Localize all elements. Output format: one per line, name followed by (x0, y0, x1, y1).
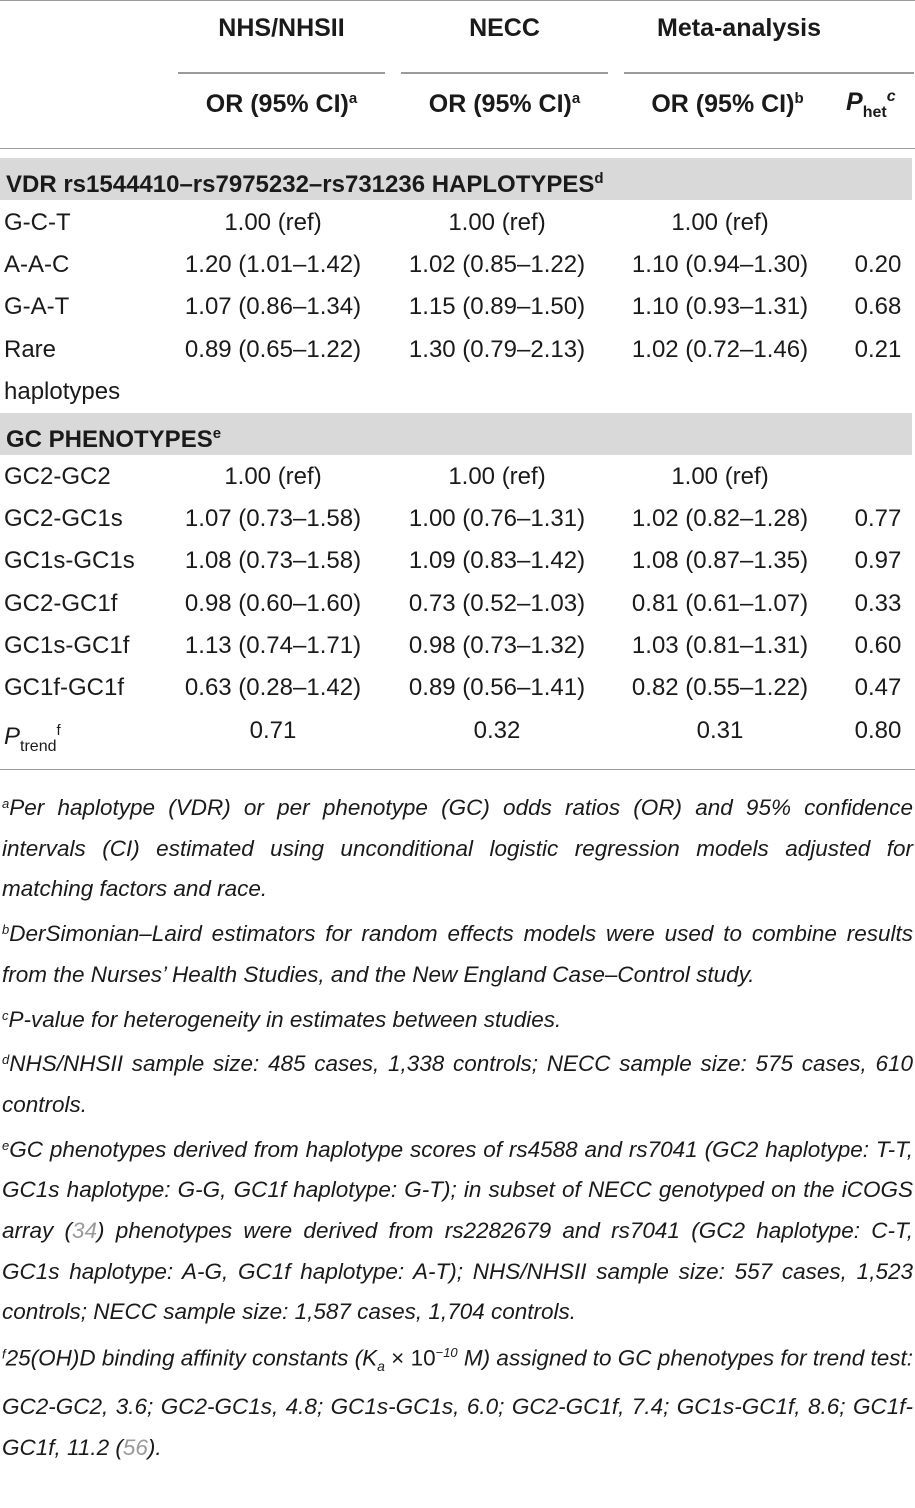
table-row (0, 286, 915, 328)
cell-nhs: 1.00 (ref) (224, 463, 322, 490)
table-row (0, 329, 915, 405)
cell-nhs: 1.07 (0.73–1.58) (184, 505, 362, 532)
cell-meta: 1.02 (0.72–1.46) (631, 336, 809, 363)
table-row (0, 202, 915, 244)
or-header-meta: OR (95% CI)$^b$ (651, 90, 804, 118)
cell-necc: 0.32 (473, 717, 521, 744)
cell-meta: 1.02 (0.82–1.28) (631, 505, 809, 532)
cell-meta: 1.08 (0.87–1.35) (631, 547, 809, 574)
cell-nhs: 0.98 (0.60–1.60) (184, 590, 362, 617)
cell-nhs: 0.63 (0.28–1.42) (184, 674, 362, 701)
cell-phet: 0.80 (854, 717, 902, 744)
row-label: GC2-GC1s (4, 505, 123, 532)
cell-necc: 1.00 (0.76–1.31) (408, 505, 586, 532)
or-header-nhs: OR (95% CI)$^a$ (205, 90, 358, 118)
reference-link-34[interactable]: 34 (72, 1218, 98, 1244)
header-meta-rule (624, 72, 914, 74)
cell-phet: 0.60 (854, 632, 902, 659)
cell-necc: 0.89 (0.56–1.41) (408, 674, 586, 701)
cell-phet: 0.20 (854, 251, 902, 278)
row-label-continued: haplotypes (4, 378, 121, 405)
table-row (0, 625, 915, 667)
row-label: $P_{trend}^f$ (4, 722, 61, 755)
header-necc: NECC (469, 14, 540, 42)
table-row-ptrend (0, 710, 915, 755)
row-label: GC2-GC2 (4, 463, 111, 490)
cell-nhs: 1.00 (ref) (224, 209, 322, 236)
cell-necc: 1.02 (0.85–1.22) (408, 251, 586, 278)
row-label: G-A-T (4, 293, 70, 320)
table-row (0, 456, 915, 498)
cell-meta: 1.00 (ref) (671, 209, 769, 236)
table-bottom-rule (0, 769, 915, 770)
cell-meta: 0.81 (0.61–1.07) (631, 590, 809, 617)
cell-phet: 0.47 (854, 674, 902, 701)
table-row (0, 244, 915, 286)
header-nhs-rule (178, 72, 385, 74)
footnote-c: $^c$P-value for heterogeneity in estimates between studies. (2, 1006, 562, 1032)
header-nhs: NHS/NHSII (218, 14, 345, 42)
cell-phet: 0.77 (854, 505, 902, 532)
section-gc-phenotypes: GC PHENOTYPES$^e$ (0, 413, 912, 455)
row-label: GC1s-GC1s (4, 547, 135, 574)
header-necc-rule (401, 72, 608, 74)
cell-necc: 1.15 (0.89–1.50) (408, 293, 586, 320)
cell-necc: 1.00 (ref) (448, 209, 546, 236)
cell-necc: 0.73 (0.52–1.03) (408, 590, 586, 617)
table-row (0, 667, 915, 709)
footnote-b: $^b$DerSimonian–Laird estimators for random effects models were used to combine results from the Nurses’ Health Studies, and the New England Case–Control study. (2, 921, 913, 987)
row-label: G-C-T (4, 209, 71, 236)
footnote-a: $^a$Per haplotype (VDR) or per phenotype (GC) odds ratios (OR) and 95% confidence intervals (CI) estimated using unconditional logistic regression models adjusted for matching factors and race. (2, 795, 913, 902)
or-header-necc: OR (95% CI)$^a$ (428, 90, 581, 118)
cell-meta: 0.82 (0.55–1.22) (631, 674, 809, 701)
row-label: A-A-C (4, 251, 70, 278)
cell-nhs: 0.71 (249, 717, 297, 744)
footnote-f: $^f$25(OH)D binding affinity constants ($K_a \times 10^{-10}$ M) assigned to GC phenotypes for trend test: GC2-GC2, 3.6; GC2-GC1s, 4.8; GC1s-GC1s, 6.0; GC2-GC1f, 7.4; GC1s-GC1f, 8.6; GC1f-GC1f, 11.2 (56). (2, 1345, 913, 1460)
table-row (0, 540, 915, 582)
top-rule (0, 0, 915, 1)
table-row (0, 583, 915, 625)
table-row (0, 498, 915, 540)
cell-necc: 0.98 (0.73–1.32) (408, 632, 586, 659)
cell-necc: 1.00 (ref) (448, 463, 546, 490)
row-label: GC1s-GC1f (4, 632, 130, 659)
cell-nhs: 0.89 (0.65–1.22) (184, 336, 362, 363)
cell-meta: 1.03 (0.81–1.31) (631, 632, 809, 659)
cell-meta: 0.31 (696, 717, 744, 744)
phet-header: $P_{het}^c$ (846, 88, 896, 121)
row-label: Rare (4, 336, 57, 363)
cell-nhs: 1.20 (1.01–1.42) (184, 251, 362, 278)
cell-meta: 1.10 (0.94–1.30) (631, 251, 809, 278)
cell-meta: 1.10 (0.93–1.31) (631, 293, 809, 320)
row-label: GC1f-GC1f (4, 674, 125, 701)
cell-phet: 0.68 (854, 293, 902, 320)
header-meta: Meta-analysis (657, 14, 821, 42)
cell-meta: 1.00 (ref) (671, 463, 769, 490)
cell-phet: 0.21 (854, 336, 902, 363)
cell-nhs: 1.13 (0.74–1.71) (184, 632, 362, 659)
cell-nhs: 1.07 (0.86–1.34) (184, 293, 362, 320)
cell-nhs: 1.08 (0.73–1.58) (184, 547, 362, 574)
row-label: GC2-GC1f (4, 590, 118, 617)
cell-phet: 0.97 (854, 547, 902, 574)
cell-necc: 1.09 (0.83–1.42) (408, 547, 586, 574)
footnote-d: $^d$NHS/NHSII sample size: 485 cases, 1,338 controls; NECC sample size: 575 cases, 610 controls. (2, 1051, 913, 1117)
header-bottom-rule (0, 148, 915, 149)
footnotes (0, 784, 915, 1468)
cell-necc: 1.30 (0.79–2.13) (408, 336, 586, 363)
cell-phet: 0.33 (854, 590, 902, 617)
section-vdr-haplotypes: VDR rs1544410–rs7975232–rs731236 HAPLOTYPES$^d$ (0, 158, 912, 200)
reference-link-56[interactable]: 56 (122, 1434, 148, 1460)
footnote-e: $^e$GC phenotypes derived from haplotype scores of rs4588 and rs7041 (GC2 haplotype: T-T, GC1s haplotype: G-G, GC1f haplotype: G-T); in subset of NECC genotyped on the iCOGS array (34) phenotypes were derived from rs2282679 and rs7041 (GC2 haplotype: C-T, GC1s haplotype: A-G, GC1f haplotype: A-T); NHS/NHSII sample size: 557 cases, 1,523 controls; NECC sample size: 1,587 cases, 1,704 controls. (2, 1136, 913, 1325)
